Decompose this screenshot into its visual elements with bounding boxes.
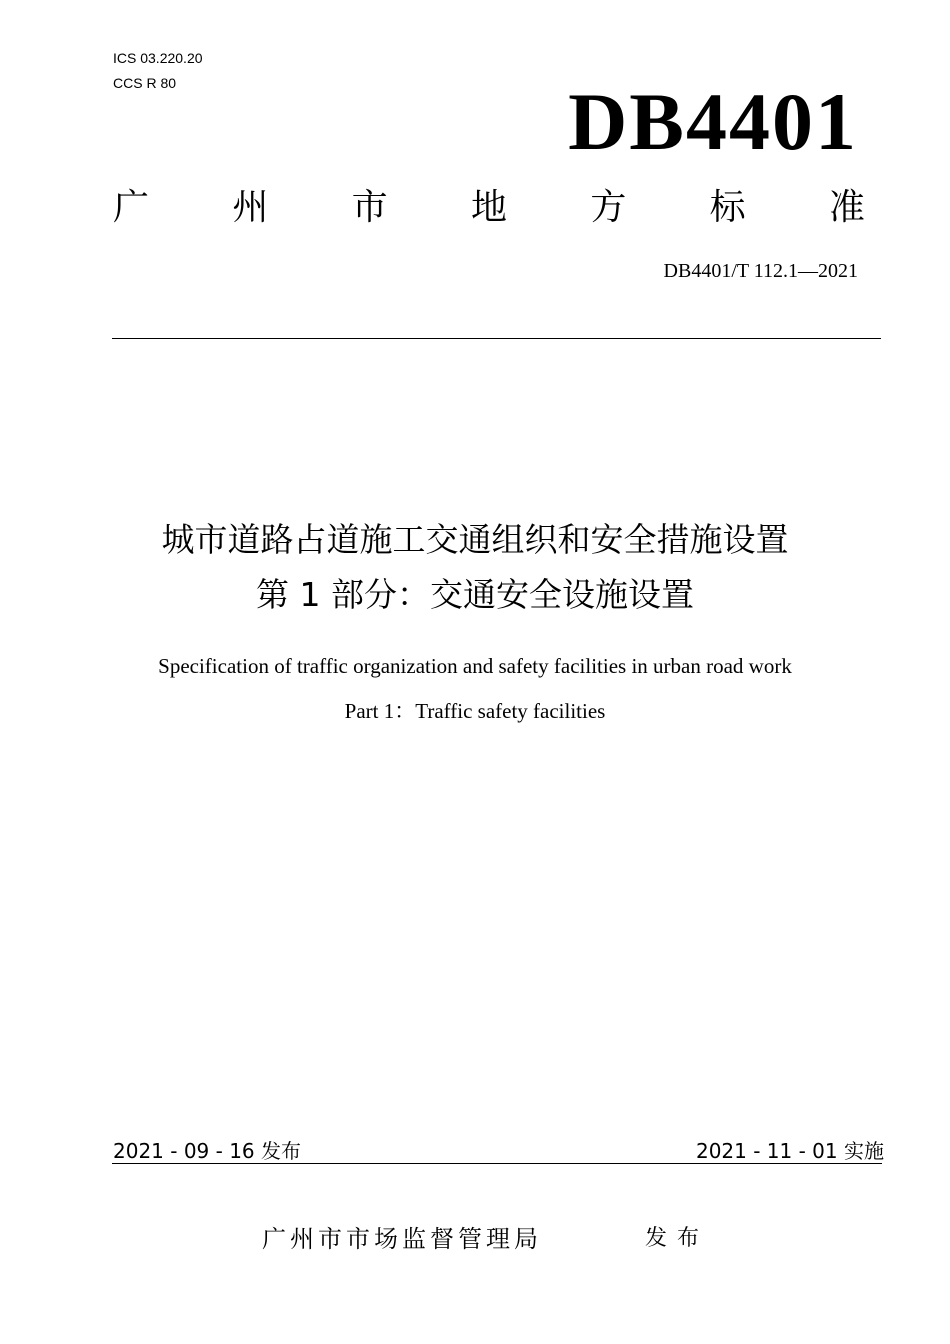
standard-logo: DB4401 — [568, 76, 858, 167]
standard-type-char: 标 — [709, 187, 746, 228]
issuing-authority: 广州市市场监督管理局 — [262, 1225, 542, 1253]
standard-type-char: 州 — [232, 187, 269, 228]
standard-type-char: 广 — [113, 187, 150, 228]
title-en-line2: Part 1：Traffic safety facilities — [344, 699, 606, 723]
implement-date: 2021 - 11 - 01 实施 — [695, 1139, 884, 1163]
standard-number: DB4401/T 112.1—2021 — [663, 260, 858, 282]
standard-type-char: 地 — [470, 187, 507, 228]
title-zh-line2: 第 1 部分：交通安全设施设置 — [256, 575, 694, 614]
publish-date: 2021 - 09 - 16 发布 — [113, 1139, 302, 1163]
standard-type-char: 方 — [590, 187, 627, 228]
footer-divider — [112, 1163, 882, 1164]
ics-code: ICS 03.220.20 — [113, 50, 203, 66]
title-en-line1: Specification of traffic organization and safety facilities in urban road work — [158, 654, 792, 678]
header-divider — [112, 338, 881, 339]
standard-type-char: 准 — [828, 187, 865, 228]
issue-label: 发布 — [645, 1226, 710, 1251]
ccs-code: CCS R 80 — [113, 75, 177, 91]
standard-type-char: 市 — [351, 187, 388, 228]
standard-type — [113, 185, 865, 231]
title-zh-line1: 城市道路占道施工交通组织和安全措施设置 — [161, 520, 789, 559]
